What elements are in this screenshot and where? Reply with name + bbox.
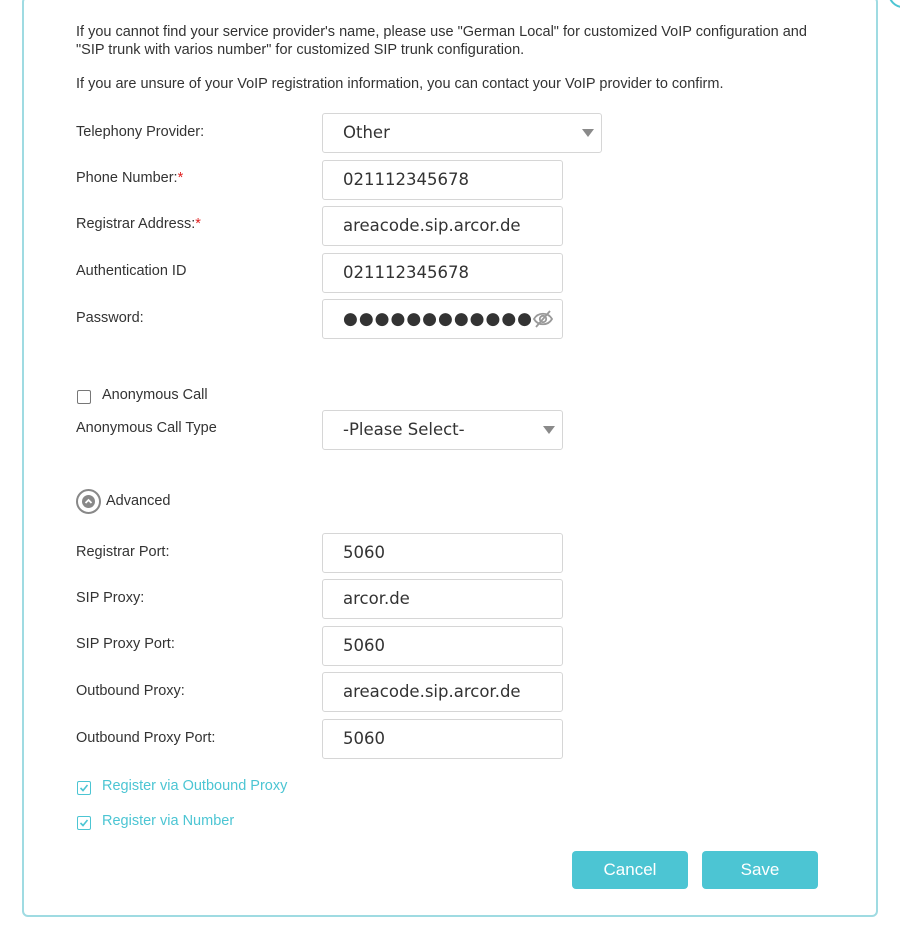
phone-number-value: 021112345678 <box>343 170 469 189</box>
sip-proxy-value: arcor.de <box>343 589 410 608</box>
chevron-up-circle-icon[interactable] <box>76 489 101 514</box>
phone-number-label: Phone Number:* <box>76 170 184 186</box>
cancel-button[interactable]: Cancel <box>572 851 688 889</box>
provider-note-line1: If you cannot find your service provider's name, please use "German Local" for customized VoIP configuration and <box>76 24 807 40</box>
outbound-proxy-value: areacode.sip.arcor.de <box>343 682 521 701</box>
password-label: Password: <box>76 310 144 326</box>
anonymous-call-type-label: Anonymous Call Type <box>76 420 217 436</box>
anonymous-call-checkbox[interactable] <box>77 390 91 404</box>
sip-proxy-port-value: 5060 <box>343 636 385 655</box>
provider-note-line2: "SIP trunk with varios number" for customized SIP trunk configuration. <box>76 42 525 58</box>
advanced-toggle-label[interactable]: Advanced <box>106 493 171 509</box>
required-marker: * <box>177 170 184 186</box>
registrar-port-input[interactable] <box>322 533 563 573</box>
eye-slash-icon[interactable] <box>532 309 554 329</box>
checkmark-icon <box>79 783 89 793</box>
registrar-address-value: areacode.sip.arcor.de <box>343 216 521 235</box>
dropdown-arrow-icon <box>543 426 555 434</box>
corner-decoration <box>888 0 900 8</box>
register-via-number-checkbox[interactable] <box>77 816 91 830</box>
registrar-port-label: Registrar Port: <box>76 544 170 560</box>
outbound-proxy-port-value: 5060 <box>343 729 385 748</box>
anonymous-call-label[interactable]: Anonymous Call <box>102 387 208 403</box>
dropdown-arrow-icon <box>582 129 594 137</box>
outbound-proxy-port-input[interactable] <box>322 719 563 759</box>
provider-note <box>76 23 876 59</box>
sip-proxy-input[interactable] <box>322 579 563 619</box>
authentication-id-input[interactable] <box>322 253 563 293</box>
registrar-port-value: 5060 <box>343 543 385 562</box>
telephony-provider-value: Other <box>343 123 390 142</box>
register-via-outbound-proxy-label[interactable]: Register via Outbound Proxy <box>102 778 288 794</box>
registrar-address-input[interactable] <box>322 206 563 246</box>
outbound-proxy-label: Outbound Proxy: <box>76 683 185 699</box>
checkmark-icon <box>79 818 89 828</box>
unsure-note: If you are unsure of your VoIP registration information, you can contact your VoIP provider to confirm. <box>76 76 724 92</box>
sip-proxy-label: SIP Proxy: <box>76 590 145 606</box>
anonymous-call-type-select[interactable] <box>322 410 563 450</box>
register-via-outbound-proxy-checkbox[interactable] <box>77 781 91 795</box>
password-masked-value: ●●●●●●●●●●●● <box>343 309 534 329</box>
authentication-id-label: Authentication ID <box>76 263 187 279</box>
telephony-provider-label: Telephony Provider: <box>76 124 205 140</box>
required-marker: * <box>195 216 201 232</box>
telephony-provider-select[interactable] <box>322 113 602 153</box>
outbound-proxy-input[interactable] <box>322 672 563 712</box>
sip-proxy-port-input[interactable] <box>322 626 563 666</box>
phone-number-input[interactable] <box>322 160 563 200</box>
anonymous-call-type-value: -Please Select- <box>343 420 465 439</box>
outbound-proxy-port-label: Outbound Proxy Port: <box>76 730 216 746</box>
registrar-address-label: Registrar Address:* <box>76 216 201 232</box>
sip-proxy-port-label: SIP Proxy Port: <box>76 636 175 652</box>
authentication-id-value: 021112345678 <box>343 263 469 282</box>
register-via-number-label[interactable]: Register via Number <box>102 813 235 829</box>
password-input[interactable] <box>322 299 563 339</box>
save-button[interactable]: Save <box>702 851 818 889</box>
